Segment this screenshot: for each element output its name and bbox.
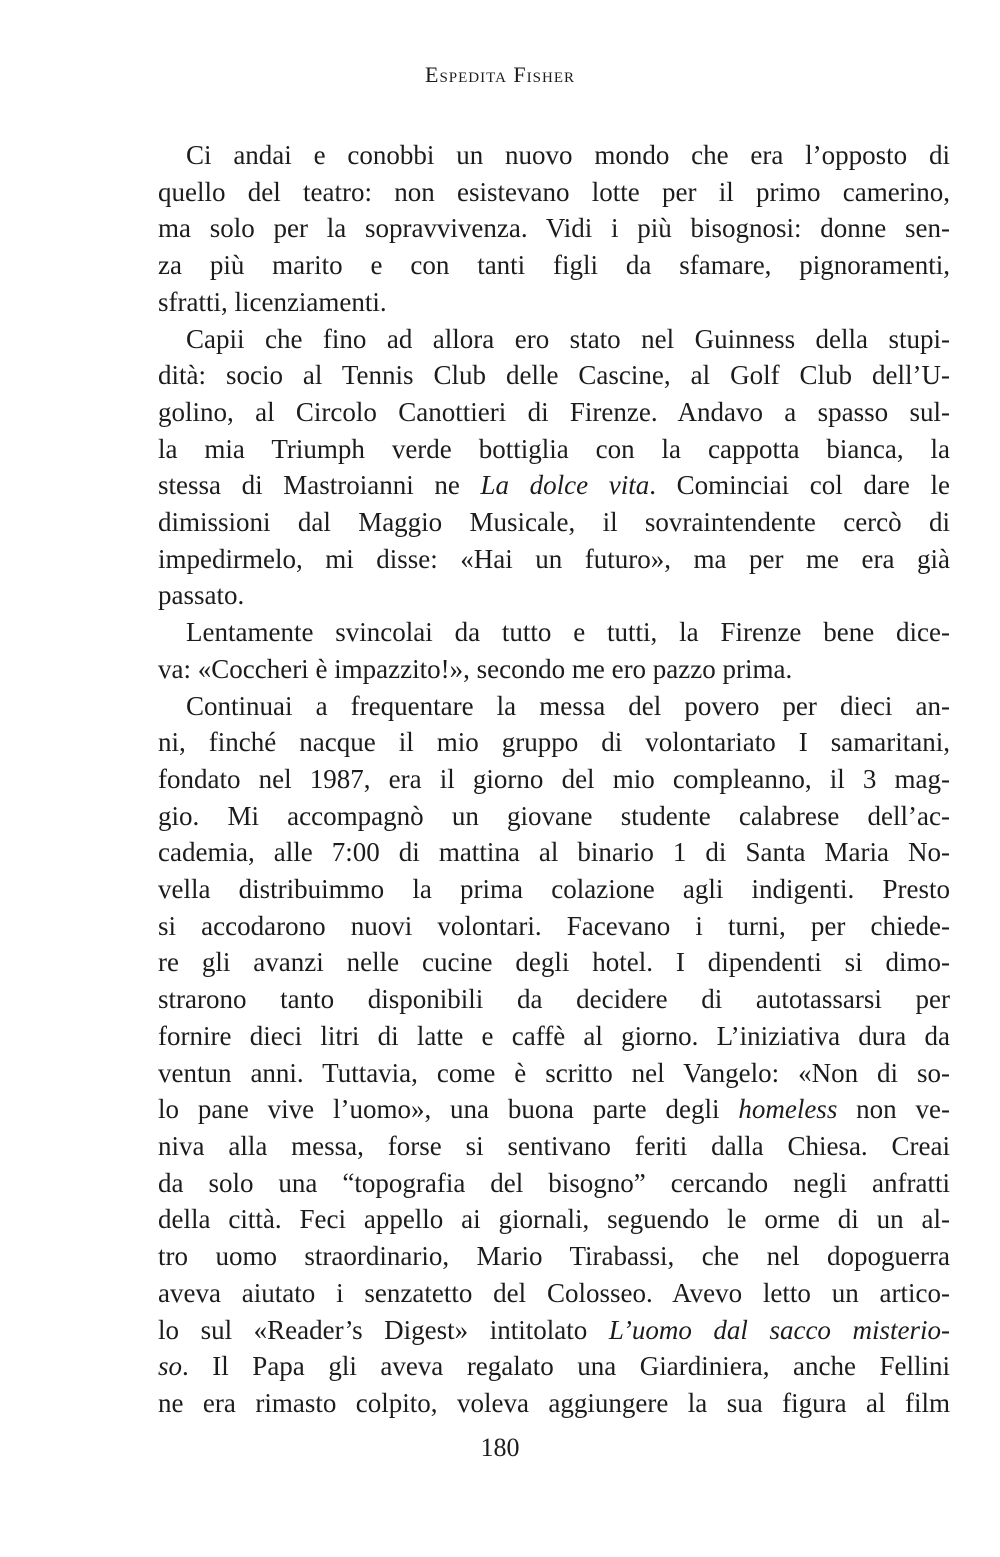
text-line [158, 724, 950, 761]
text-line [158, 467, 950, 504]
text-run: Continuai a frequentare la messa del povero per dieci an- [186, 690, 950, 721]
text-run: non ve- [837, 1094, 950, 1125]
text-line [158, 1128, 950, 1165]
italic-text: so [158, 1351, 183, 1382]
text-run: la mia Triumph verde bottiglia con la cappotta bianca, la [158, 433, 950, 464]
text-line [158, 174, 950, 211]
text-line [158, 834, 950, 871]
italic-text: La dolce vita [480, 470, 650, 501]
text-line [158, 1201, 950, 1238]
text-run: za più marito e con tanti figli da sfamare, pignoramenti, [158, 250, 950, 281]
text-line [158, 504, 950, 541]
text-run: . Il Papa gli aveva regalato una Giardiniera, anche Fellini [182, 1351, 950, 1382]
text-run: impedirmelo, mi disse: «Hai un futuro», ma per me era già [158, 543, 950, 574]
text-run: ne era rimasto colpito, voleva aggiungere la sua figura al film [158, 1387, 950, 1418]
text-line [158, 1165, 950, 1202]
text-line [158, 247, 950, 284]
italic-text: L’uomo dal sacco misterio- [608, 1314, 950, 1345]
text-run: stessa di Mastroianni ne [158, 470, 481, 501]
text-run: gio. Mi accompagnò un giovane studente calabrese dell’ac- [158, 800, 950, 831]
text-line [158, 1312, 950, 1349]
text-line [158, 981, 950, 1018]
text-run: golino, al Circolo Canottieri di Firenze. Andavo a spasso sul- [158, 396, 950, 427]
paragraph [158, 614, 950, 687]
paragraph [158, 688, 950, 1422]
text-line [158, 577, 950, 614]
text-line [158, 1055, 950, 1092]
text-run: passato. [158, 580, 245, 611]
text-line [158, 614, 950, 651]
paragraph [158, 137, 950, 321]
text-run: Lentamente svincolai da tutto e tutti, la Firenze bene dice- [186, 617, 950, 648]
text-run: vella distribuimmo la prima colazione agli indigenti. Presto [158, 874, 950, 905]
text-line [158, 798, 950, 835]
text-line [158, 1385, 950, 1422]
text-line [158, 871, 950, 908]
text-run: re gli avanzi nelle cucine degli hotel. I dipendenti si dimo- [158, 947, 950, 978]
text-line [158, 1275, 950, 1312]
text-run: lo pane vive l’uomo», una buona parte degli [158, 1094, 739, 1125]
paragraph [158, 321, 950, 615]
text-run: . Cominciai col dare le [649, 470, 950, 501]
text-line [158, 651, 950, 688]
text-run: fornire dieci litri di latte e caffè al giorno. L’iniziativa dura da [158, 1020, 950, 1051]
text-line [158, 210, 950, 247]
italic-text: homeless [738, 1094, 838, 1125]
text-line [158, 321, 950, 358]
text-line [158, 908, 950, 945]
text-run: Capii che fino ad allora ero stato nel Guinness della stupi- [186, 323, 950, 354]
text-run: della città. Feci appello ai giornali, seguendo le orme di un al- [158, 1204, 950, 1235]
text-line [158, 688, 950, 725]
text-run: aveva aiutato i senzatetto del Colosseo. Avevo letto un artico- [158, 1277, 950, 1308]
text-line [158, 541, 950, 578]
text-line [158, 284, 950, 321]
text-line [158, 1348, 950, 1385]
text-run: tro uomo straordinario, Mario Tirabassi, che nel dopoguerra [158, 1241, 950, 1272]
text-run: sfratti, licenziamenti. [158, 286, 387, 317]
text-run: ventun anni. Tuttavia, come è scritto nel Vangelo: «Non di so- [158, 1057, 950, 1088]
text-line [158, 761, 950, 798]
text-line [158, 1018, 950, 1055]
text-run: cademia, alle 7:00 di mattina al binario 1 di Santa Maria No- [158, 837, 950, 868]
text-line [158, 944, 950, 981]
text-run: dità: socio al Tennis Club delle Cascine, al Golf Club dell’U- [158, 360, 950, 391]
text-run: ma solo per la sopravvivenza. Vidi i più bisognosi: donne sen- [158, 213, 950, 244]
page-number: 180 [480, 1433, 520, 1462]
text-run: ni, finché nacque il mio gruppo di volontariato I samaritani, [158, 727, 950, 758]
body-text [158, 137, 950, 1422]
running-header: Espedita Fisher [425, 62, 575, 87]
text-run: Ci andai e conobbi un nuovo mondo che era l’opposto di [186, 140, 950, 170]
text-run: va: «Coccheri è impazzito!», secondo me ero pazzo prima. [158, 653, 793, 684]
text-line [158, 1091, 950, 1128]
text-run: da solo una “topografia del bisogno” cercando negli anfratti [158, 1167, 950, 1198]
text-line [158, 137, 950, 174]
text-line [158, 431, 950, 468]
text-run: quello del teatro: non esistevano lotte per il primo camerino, [158, 176, 950, 207]
text-run: dimissioni dal Maggio Musicale, il sovraintendente cercò di [158, 507, 950, 538]
text-line [158, 394, 950, 431]
text-run: niva alla messa, forse si sentivano feriti dalla Chiesa. Creai [158, 1130, 950, 1161]
text-run: fondato nel 1987, era il giorno del mio compleanno, il 3 mag- [158, 763, 950, 794]
text-run: si accodarono nuovi volontari. Facevano i turni, per chiede- [158, 910, 950, 941]
text-line [158, 1238, 950, 1275]
text-line [158, 357, 950, 394]
text-run: strarono tanto disponibili da decidere di autotassarsi per [158, 984, 950, 1015]
text-run: lo sul «Reader’s Digest» intitolato [158, 1314, 609, 1345]
